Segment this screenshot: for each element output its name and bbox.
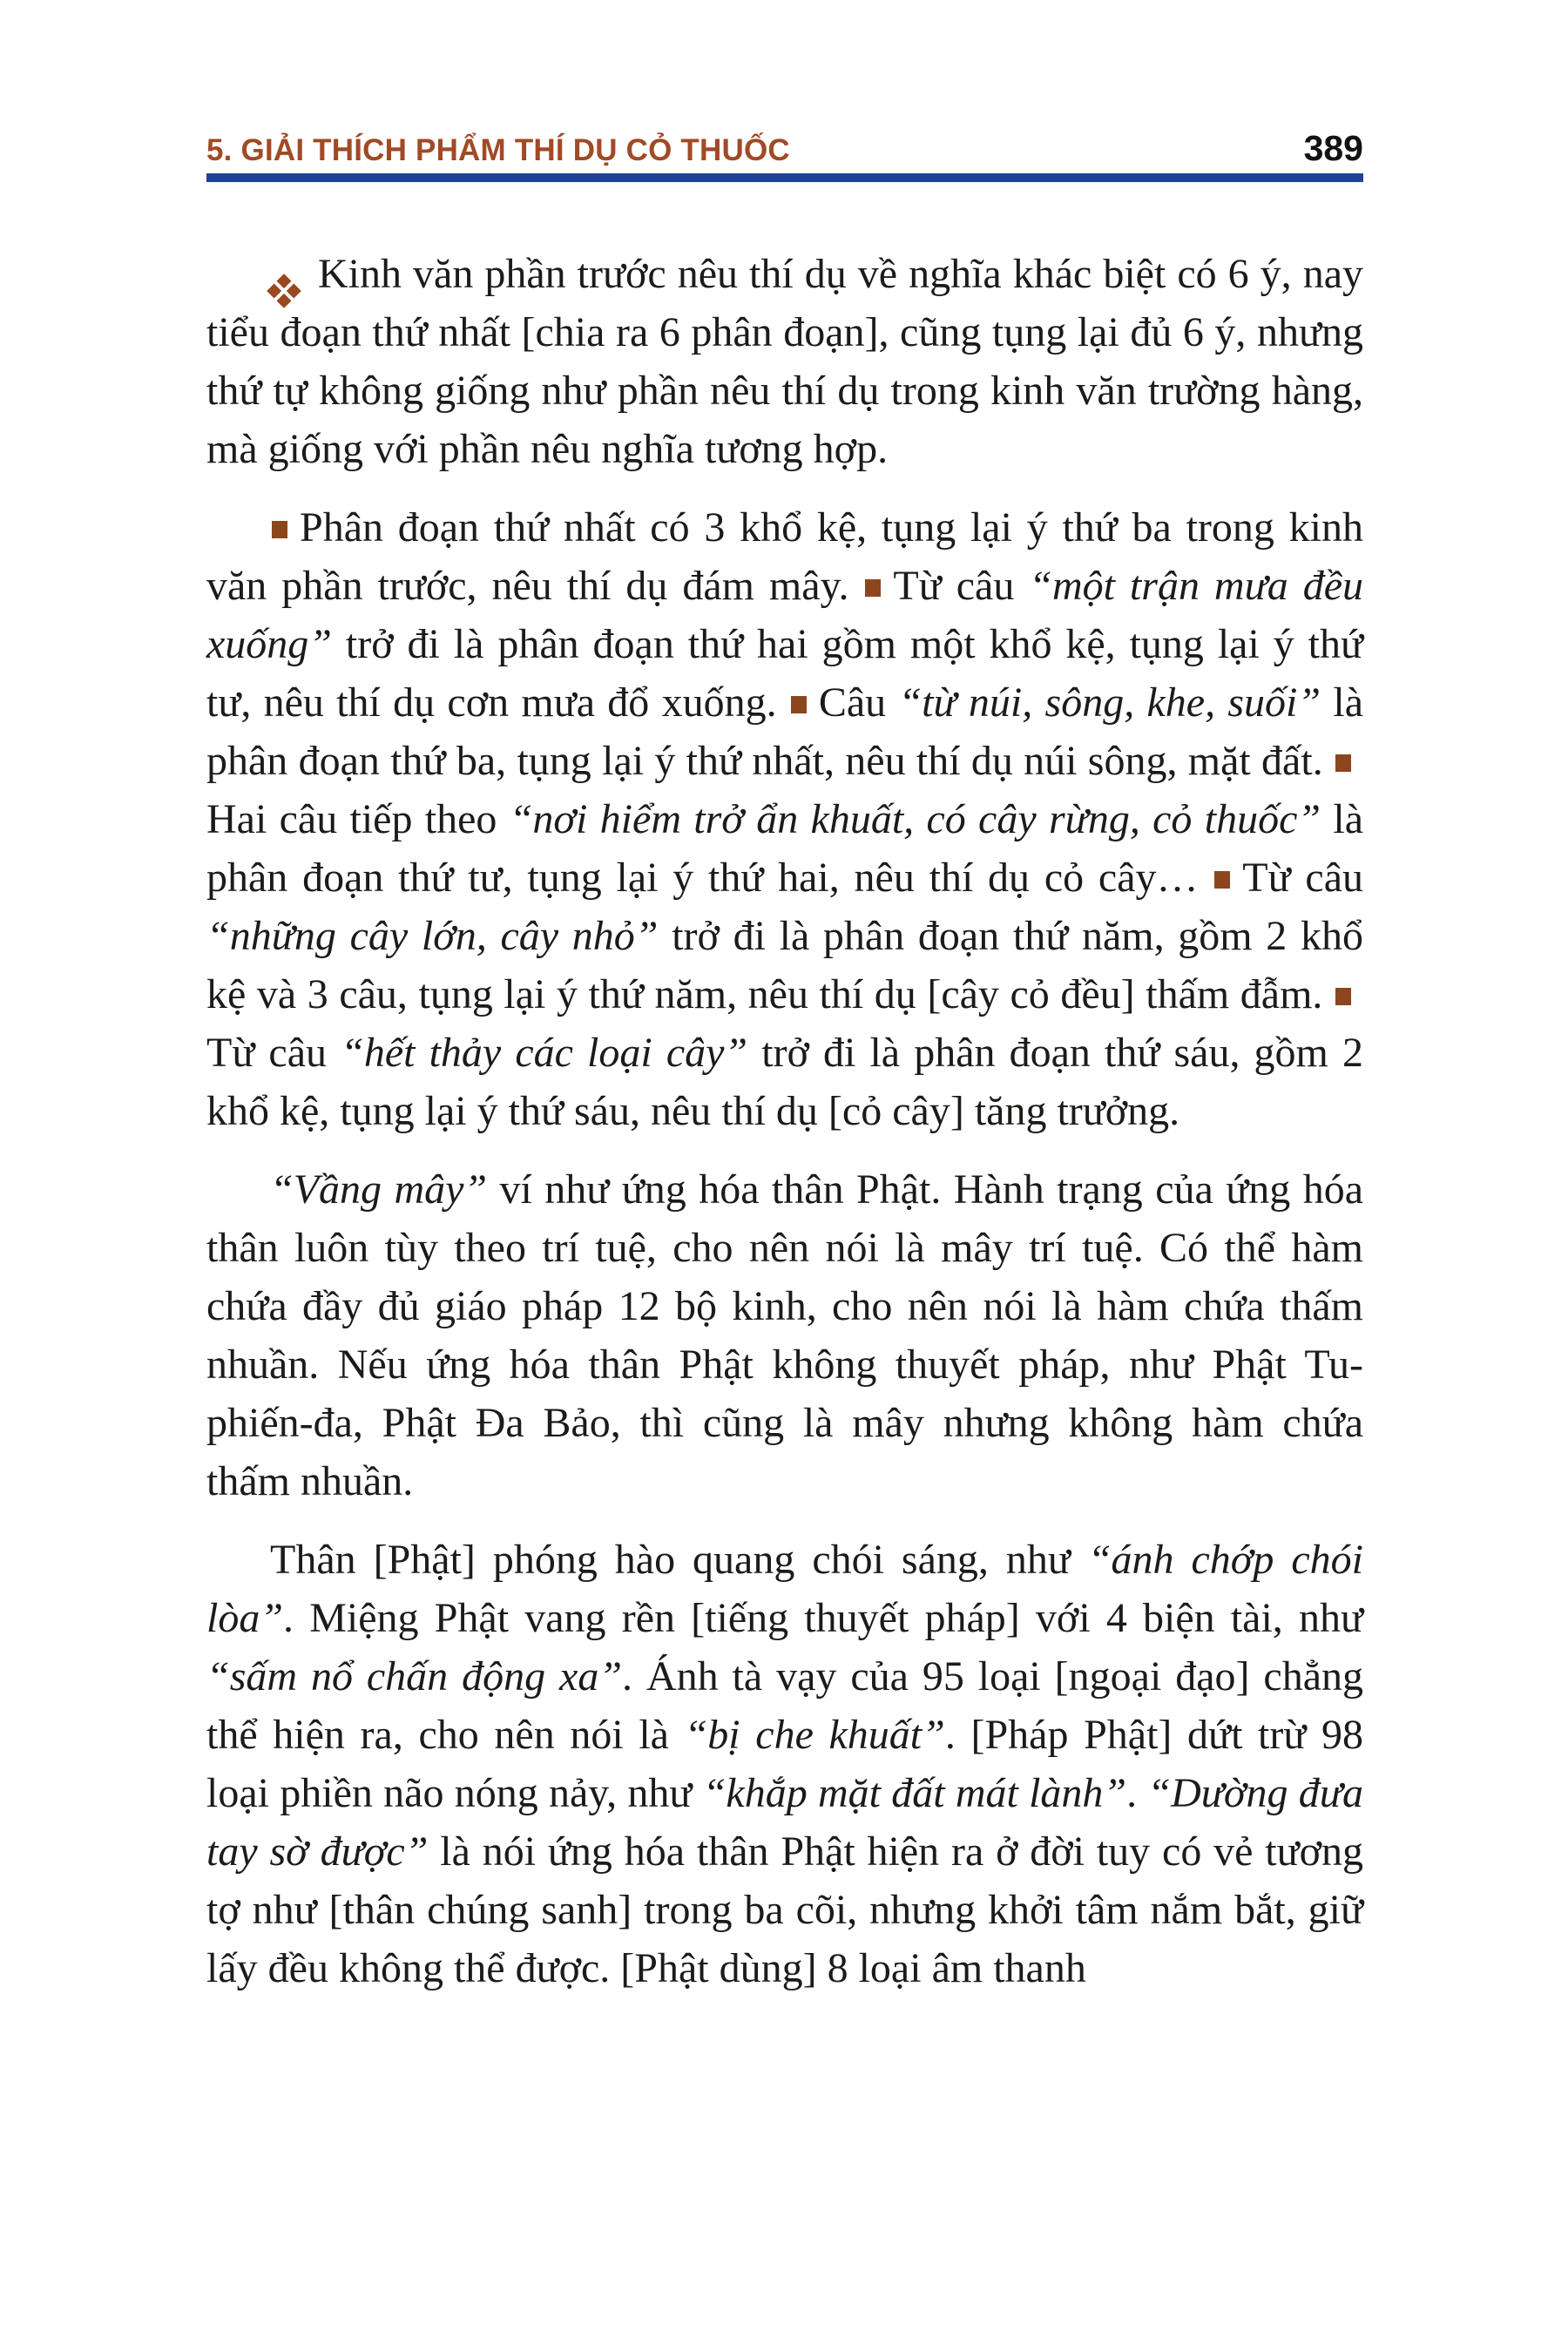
text-segment: trở đi là phân đoạn thứ hai gồm một khổ kệ, tụng lại ý thứ tư, nêu thí dụ cơn mưa đổ xuống.: [206, 621, 1363, 726]
quoted-phrase: “hết thảy các loại cây”: [341, 1030, 748, 1076]
paragraph: [206, 1531, 1363, 1997]
page-header: [206, 128, 1363, 168]
text-segment: trở đi là phân đoạn thứ năm, gồm 2 khổ kệ và 3 câu, tụng lại ý thứ năm, nêu thí dụ [cây cỏ đều] thấm đẫm.: [206, 913, 1363, 1017]
text-segment: . Miệng Phật vang rền [tiếng thuyết pháp] với 4 biện tài, như: [283, 1595, 1363, 1641]
text-segment: là phân đoạn thứ ba, tụng lại ý thứ nhất, nêu thí dụ núi sông, mặt đất.: [206, 679, 1364, 784]
quoted-phrase: “khắp mặt đất mát lành”: [702, 1770, 1127, 1816]
quoted-phrase: “Dường đưa tay sờ được”: [206, 1770, 1363, 1875]
paragraph: [206, 245, 1363, 478]
text-segment: Từ câu: [1242, 855, 1363, 901]
text-segment: là nói ứng hóa thân Phật hiện ra ở đời tuy có vẻ tương tợ như [thân chúng sanh] trong ba cõi, nhưng khởi tâm nắm bắt, giữ lấy đều không thể được. [Phật dùng] 8 loại âm thanh: [206, 1828, 1364, 1991]
square-bullet-icon: [1214, 871, 1230, 889]
square-bullet-icon: [272, 521, 287, 538]
page-content: [206, 128, 1364, 1997]
quoted-phrase: “ánh chớp chói lòa”: [206, 1537, 1363, 1641]
text-segment: Từ câu: [206, 1030, 341, 1076]
text-segment: Từ câu: [893, 563, 1030, 609]
section-title: 5. GIẢI THÍCH PHẨM THÍ DỤ CỎ THUỐC: [206, 133, 790, 167]
square-bullet-icon: [865, 579, 881, 597]
quoted-phrase: “một trận mưa đều xuống”: [206, 563, 1364, 667]
text-segment: Thân [Phật] phóng hào quang chói sáng, như: [270, 1537, 1088, 1583]
text-segment: . [Pháp Phật] dứt trừ 98 loại phiền não nóng nảy, như: [206, 1712, 1363, 1816]
square-bullet-icon: [791, 696, 807, 713]
text-segment: Câu: [818, 679, 899, 726]
quoted-phrase: “từ núi, sông, khe, suối”: [898, 679, 1321, 726]
text-segment: là phân đoạn thứ tư, tụng lại ý thứ hai, nêu thí dụ cỏ cây…: [206, 796, 1364, 901]
text-segment: Hai câu tiếp theo: [206, 796, 510, 842]
text-segment: .: [1126, 1770, 1148, 1816]
quoted-phrase: “sấm nổ chấn động xa”: [206, 1653, 623, 1700]
quoted-phrase: “Vầng mây”: [270, 1166, 488, 1213]
paragraph: [206, 1160, 1363, 1511]
text-segment: Phân đoạn thứ nhất có 3 khổ kệ, tụng lại ý thứ ba trong kinh văn phần trước, nêu thí dụ đám mây.: [206, 504, 1363, 609]
header-rule-divider: [206, 173, 1363, 182]
paragraph: [206, 498, 1363, 1140]
page-number: 389: [1303, 128, 1363, 168]
text-segment: . Ánh tà vạy của 95 loại [ngoại đạo] chẳng thể hiện ra, cho nên nói là: [206, 1653, 1364, 1758]
quoted-phrase: “nơi hiểm trở ẩn khuất, có cây rừng, cỏ thuốc”: [509, 796, 1321, 842]
square-bullet-icon: [1335, 988, 1351, 1005]
text-segment: trở đi là phân đoạn thứ sáu, gồm 2 khổ kệ, tụng lại ý thứ sáu, nêu thí dụ [cỏ cây] tăng trưởng.: [206, 1030, 1363, 1134]
diamond-ornament-icon: [267, 274, 301, 308]
text-segment: ví như ứng hóa thân Phật. Hành trạng của ứng hóa thân luôn tùy theo trí tuệ, cho nên nói là mây trí tuệ. Có thể hàm chứa đầy đủ giáo pháp 12 bộ kinh, cho nên nói là hàm chứa thấm nhuần. Nếu ứng hóa thân Phật không thuyết pháp, như Phật Tu-phiến-đa, Phật Đa Bảo, thì cũng là mây nhưng không hàm chứa thấm nhuần.: [206, 1166, 1363, 1504]
text-segment: Kinh văn phần trước nêu thí dụ về nghĩa khác biệt có 6 ý, nay tiểu đoạn thứ nhất [chia ra 6 phân đoạn], cũng tụng lại đủ 6 ý, nhưng thứ tự không giống như phần nêu thí dụ trong kinh văn trường hàng, mà giống với phần nêu nghĩa tương hợp.: [206, 251, 1363, 472]
quoted-phrase: “bị che khuất”: [684, 1712, 945, 1758]
square-bullet-icon: [1335, 754, 1351, 772]
quoted-phrase: “những cây lớn, cây nhỏ”: [206, 913, 659, 959]
body-text: [206, 245, 1363, 1997]
